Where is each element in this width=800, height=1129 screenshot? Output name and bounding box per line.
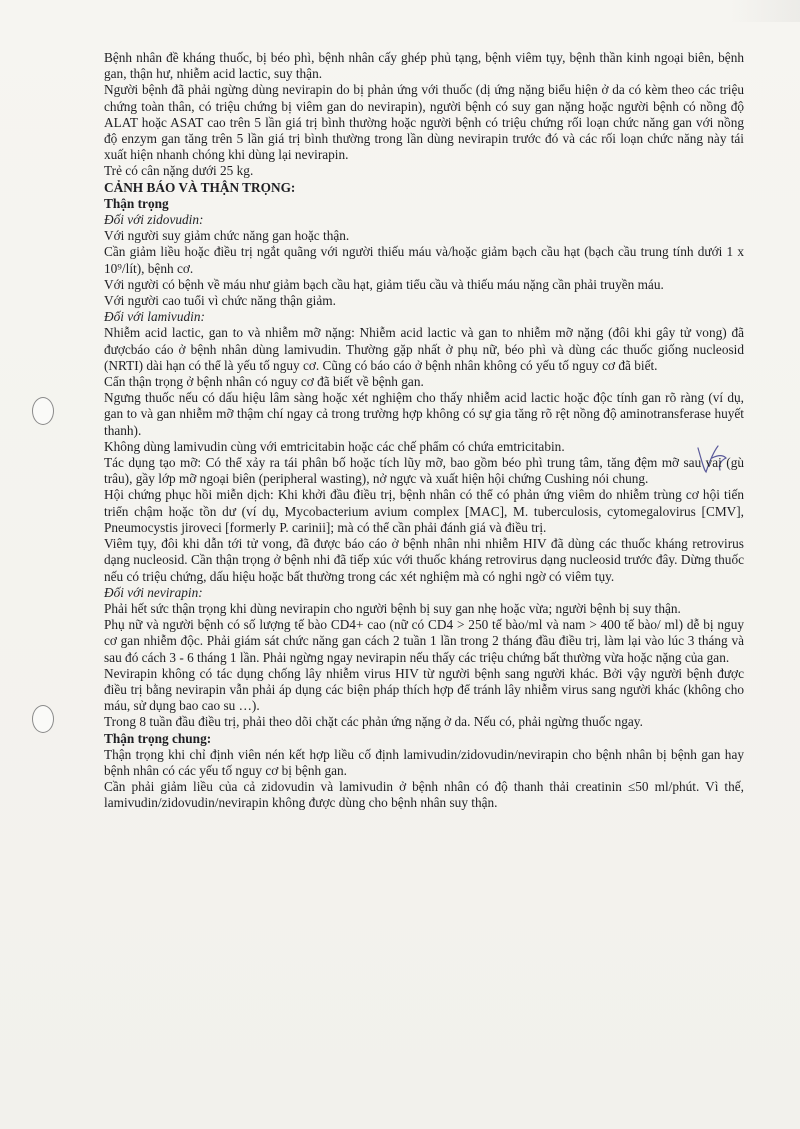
paragraph: Trẻ có cân nặng dưới 25 kg.	[104, 163, 254, 179]
paragraph: Cần giảm liều hoặc điều trị ngắt quãng với người thiếu máu và/hoặc giảm bạch cầu hạt (bạch cầu trung tính dưới 1 x 10⁹/lít), bệnh cơ.	[104, 244, 744, 276]
paragraph: Phải hết sức thận trọng khi dùng nevirapin cho người bệnh bị suy gan nhẹ hoặc vừa; người bệnh bị suy thận.	[104, 600, 681, 616]
section-heading: CẢNH BÁO VÀ THẬN TRỌNG:	[104, 179, 296, 195]
document-body	[104, 50, 744, 812]
paragraph: Không dùng lamivudin cùng với emtricitabin hoặc các chế phẩm có chứa emtricitabin.	[104, 438, 565, 454]
punch-hole-lower	[32, 705, 54, 733]
paragraph: Với người có bệnh về máu như giảm bạch cầu hạt, giảm tiểu cầu và thiếu máu nặng cần phải truyền máu.	[104, 276, 664, 292]
paragraph: Cẩn thận trọng ở bệnh nhân có nguy cơ đã biết về bệnh gan.	[104, 374, 424, 390]
scan-corner-shadow	[730, 0, 800, 22]
paragraph: Bệnh nhân đề kháng thuốc, bị béo phì, bệnh nhân cấy ghép phủ tạng, bệnh viêm tụy, bệnh thần kinh ngoại biên, bệnh gan, thận hư, nhiễm acid lactic, suy thận.	[104, 50, 744, 82]
paragraph: Ngưng thuốc nếu có dấu hiệu lâm sàng hoặc xét nghiệm cho thấy nhiễm acid lactic hoặc độc tính gan rõ ràng (ví dụ, gan to và gan nhiễm mỡ thậm chí ngay cả trong trường hợp không có sự gia tăng rõ rệt nồng độ aminotransferase huyết thanh).	[104, 390, 744, 438]
paragraph: Cần phải giảm liều của cả zidovudin và lamivudin ở bệnh nhân có độ thanh thải creatinin ≤50 ml/phút. Vì thế, lamivudin/zidovudin/nevirapin không được dùng cho bệnh nhân suy thận.	[104, 779, 744, 811]
paragraph: Trong 8 tuần đầu điều trị, phải theo dõi chặt các phản ứng nặng ở da. Nếu có, phải ngừng thuốc ngay.	[104, 714, 643, 730]
subsection-heading: Đối với nevirapin:	[104, 584, 203, 600]
paragraph: Phụ nữ và người bệnh có số lượng tế bào CD4+ cao (nữ có CD4 > 250 tế bào/ml và nam > 400 tế bào/ ml) dễ bị nguy cơ gan nhiễm độc. Phải giám sát chức năng gan cách 2 tuần 1 lần trong 2 tháng đầu điều trị, làm lại vào lúc 3 tháng và sau đó cách 3 - 6 tháng 1 lần. Phải ngừng ngay nevirapin nếu thấy các triệu chứng bất thường vừa hoặc nặng của gan.	[104, 617, 744, 665]
paragraph: Với người cao tuổi vì chức năng thận giảm.	[104, 293, 336, 309]
paragraph: Tác dụng tạo mỡ: Có thể xảy ra tái phân bố hoặc tích lũy mỡ, bao gồm béo phì trung tâm, tăng đệm mỡ sau vai (gù trâu), gầy lớp mỡ ngoại biên (peripheral wasting), nở ngực và xuất hiện hội chứng Cushing nói chung.	[104, 455, 744, 487]
subsection-heading: Đối với zidovudin:	[104, 212, 204, 228]
paragraph: Hội chứng phục hồi miễn dịch: Khi khởi đầu điều trị, bệnh nhân có thể có phản ứng viêm do nhiễm trùng cơ hội tiến triển chậm hoặc tồn dư (ví dụ, Mycobacterium avium complex [MAC], M. tuberculosis, cytomegalovirus [CMV], Pneumocystis jiroveci [formerly P. carinii]; mà có thể cần phải đánh giá và điều trị.	[104, 487, 744, 535]
paragraph: Với người suy giảm chức năng gan hoặc thận.	[104, 228, 350, 244]
punch-hole-upper	[32, 397, 54, 425]
section-heading: Thận trọng chung:	[104, 730, 212, 746]
paragraph: Nhiễm acid lactic, gan to và nhiễm mỡ nặng: Nhiễm acid lactic và gan to nhiễm mỡ nặng (đôi khi gây tử vong) đã đượcbáo cáo ở bệnh nhân dùng lamivudin. Thường gặp nhất ở phụ nữ, béo phì và dùng các thuốc giống nucleosid (NRTI) dài hạn có thể là yếu tố nguy cơ. Cũng có báo cáo ở bệnh nhân không có yếu tố nguy cơ đã biết.	[104, 325, 744, 373]
section-heading: Thận trọng	[104, 195, 169, 211]
paragraph: Thận trọng khi chỉ định viên nén kết hợp liều cố định lamivudin/zidovudin/nevirapin cho bệnh nhân bị bệnh gan hay bệnh nhân có các yếu tố nguy cơ bị bệnh gan.	[104, 746, 744, 778]
paragraph: Người bệnh đã phải ngừng dùng nevirapin do bị phản ứng với thuốc (dị ứng nặng biểu hiện ở da có kèm theo các triệu chứng toàn thân, có triệu chứng bị viêm gan do nevirapin), người bệnh có suy gan nặng hoặc người bệnh có nồng độ ALAT hoặc ASAT cao trên 5 lần giá trị bình thường hoặc người bệnh có triệu chứng rối loạn chức năng gan với nồng độ enzym gan tăng trên 5 lần giá trị bình thường trong lần dùng nevirapin trước đó và các rối loạn chức năng này tái xuất hiện nhanh chóng khi dùng lại nevirapin.	[104, 82, 744, 163]
subsection-heading: Đối với lamivudin:	[104, 309, 205, 325]
paragraph: Nevirapin không có tác dụng chống lây nhiễm virus HIV từ người bệnh sang người khác. Bởi vậy người bệnh được điều trị bằng nevirapin vẫn phải áp dụng các biện pháp thích hợp để tránh lây nhiễm virus sang người khác (không cho máu, sử dụng bao cao su …).	[104, 665, 744, 714]
paragraph: Viêm tụy, đôi khi dẫn tới tử vong, đã được báo cáo ở bệnh nhân nhi nhiễm HIV đã dùng các thuốc kháng retrovirus dạng nucleosid. Cần thận trọng ở bệnh nhi đã tiếp xúc với thuốc kháng retrovirus dạng nucleosid trước đây. Dừng thuốc nếu có triệu chứng, dấu hiệu hoặc bất thường trong các xét nghiệm mà có nghi ngờ có viêm tụy.	[104, 536, 744, 584]
